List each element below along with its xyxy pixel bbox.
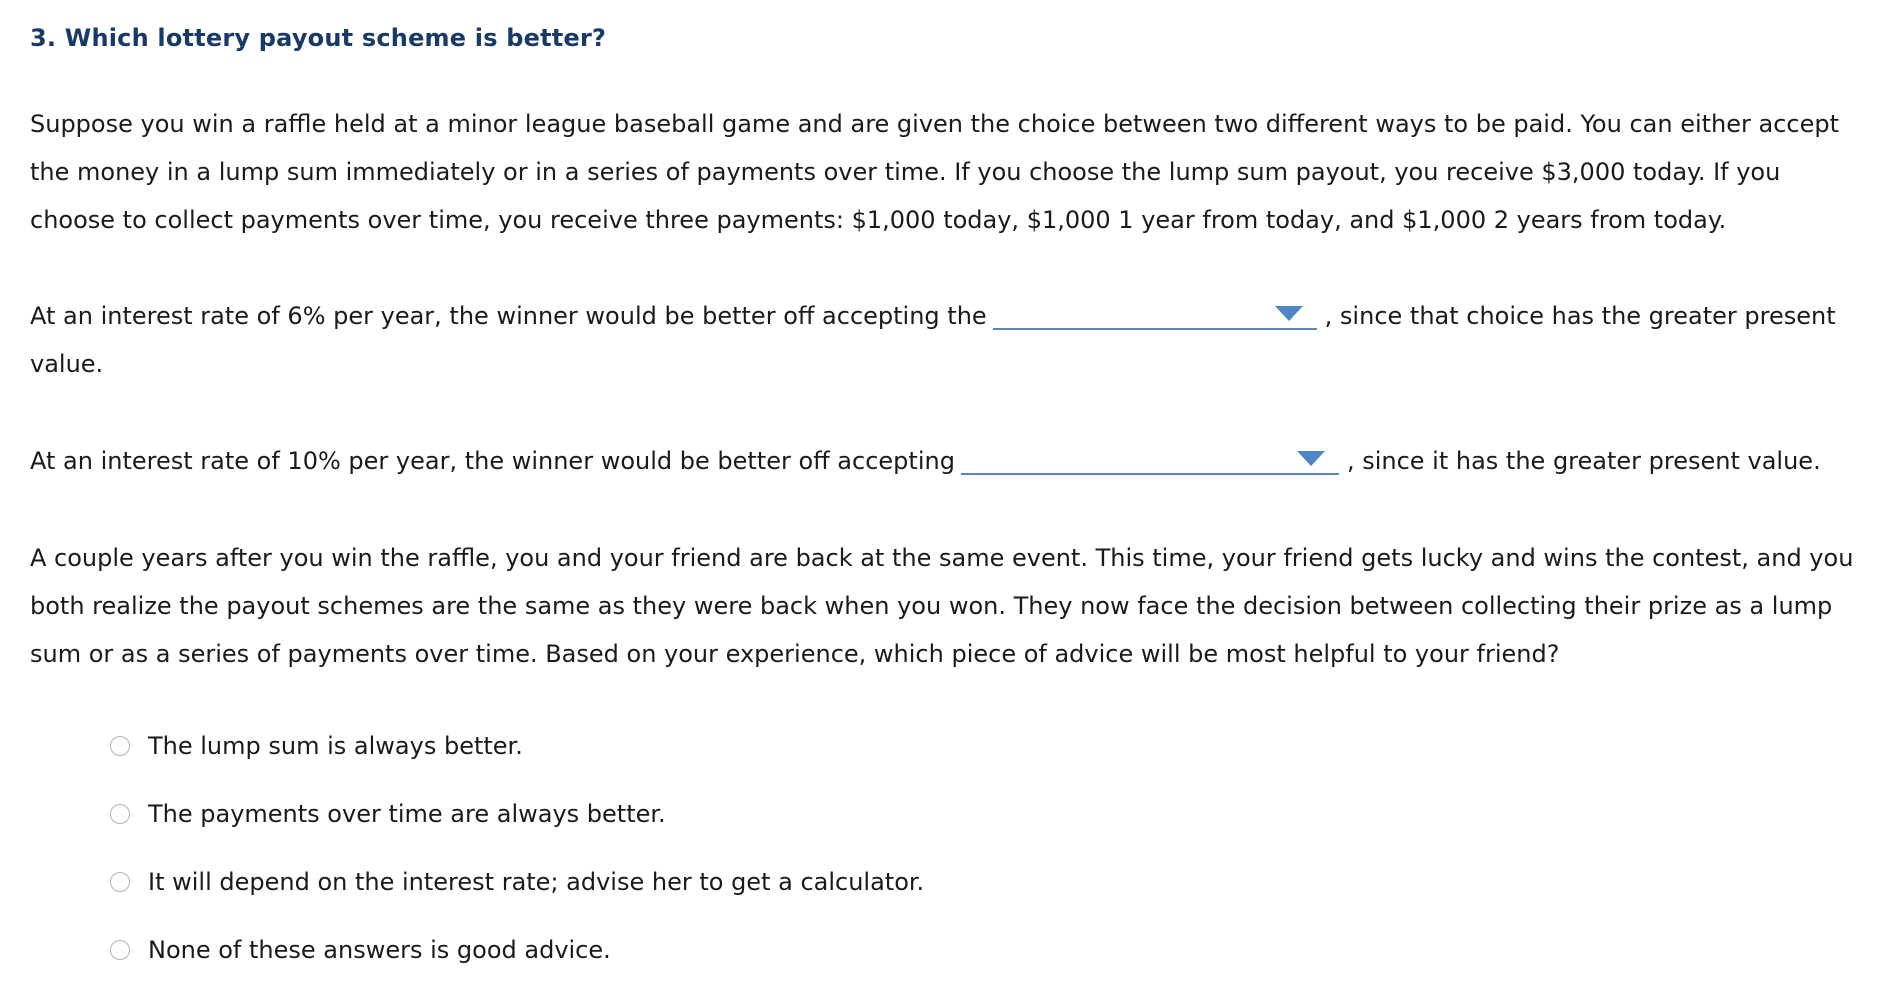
question-6-text-before: At an interest rate of 6% per year, the winner would be better off accepting the	[30, 302, 987, 330]
radio-unchecked-icon[interactable]	[110, 872, 130, 892]
option-payments-always[interactable]	[110, 780, 924, 848]
radio-unchecked-icon[interactable]	[110, 736, 130, 756]
question-10-text-after: , since it has the greater present value.	[1346, 447, 1821, 475]
caret-down-icon	[1275, 306, 1303, 321]
option-lump-sum-always[interactable]	[110, 712, 924, 780]
option-none-good[interactable]	[110, 916, 924, 984]
advice-options	[110, 712, 924, 984]
question-10-text-before: At an interest rate of 10% per year, the winner would be better off accepting	[30, 447, 955, 475]
intro-paragraph: Suppose you win a raffle held at a minor league baseball game and are given the choice between two different ways to be paid. You can either accept the money in a lump sum immediately or in a series of payments over time. If you choose the lump sum payout, you receive $3,000 today. If you choose to collect payments over time, you receive three payments: $1,000 today, $1,000 1 year from today, and $1,000 2 years from today.	[30, 110, 1840, 234]
answer-dropdown-10-percent[interactable]	[961, 439, 1339, 475]
followup-paragraph: A couple years after you win the raffle, you and your friend are back at the same event. This time, your friend gets lucky and wins the contest, and you both realize the payout schemes are the same as they were back when you won. They now face the decision between collecting their prize as a lump sum or as a series of payments over time. Based on your experience, which piece of advice will be most helpful to your friend?	[30, 544, 1854, 668]
radio-unchecked-icon[interactable]	[110, 804, 130, 824]
radio-unchecked-icon[interactable]	[110, 940, 130, 960]
question-10-percent	[30, 437, 1860, 485]
option-label: The lump sum is always better.	[148, 732, 523, 760]
answer-dropdown-6-percent[interactable]	[993, 294, 1317, 330]
question-6-text-after: , since that choice has the greater present value.	[30, 302, 1836, 378]
question-6-percent	[30, 292, 1860, 388]
option-label: It will depend on the interest rate; advise her to get a calculator.	[148, 868, 925, 896]
question-title: 3. Which lottery payout scheme is better?	[30, 24, 607, 52]
option-label: None of these answers is good advice.	[148, 936, 611, 964]
option-label: The payments over time are always better.	[148, 800, 666, 828]
caret-down-icon	[1297, 451, 1325, 466]
option-depends-on-rate[interactable]	[110, 848, 924, 916]
